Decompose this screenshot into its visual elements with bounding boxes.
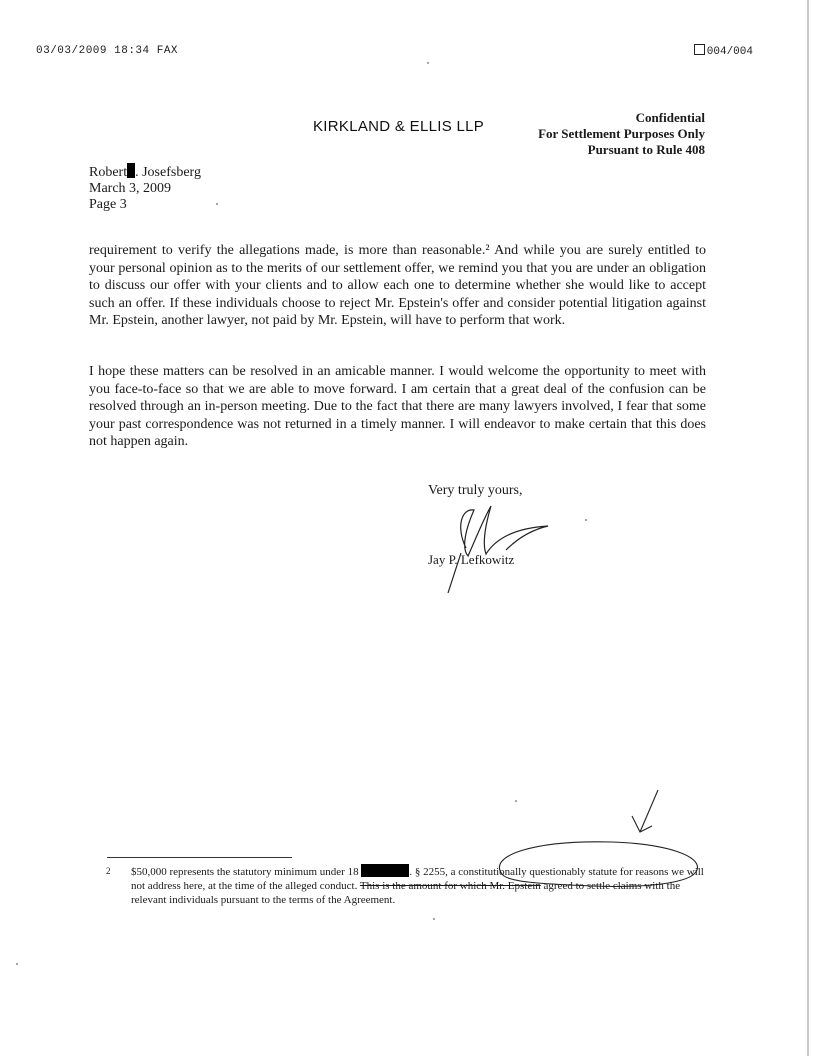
addressee-block <box>89 163 201 213</box>
closing-salutation: Very truly yours, <box>428 483 523 498</box>
fax-page-number <box>694 44 753 58</box>
handwritten-arrow-icon <box>628 788 668 838</box>
scan-speck <box>16 963 18 965</box>
confidential-notice <box>538 110 705 158</box>
letter-date: March 3, 2009 <box>89 181 172 196</box>
addressee-first-name: Robert <box>89 165 128 180</box>
letter-page-label: Page 3 <box>89 197 127 212</box>
confidential-line-2: For Settlement Purposes Only <box>538 126 705 141</box>
body-paragraph-1: requirement to verify the allegations made, is more than reasonable.² And while you are surely entitled to your personal opinion as to the merits of our settlement offer, we remind you that you are under an obligation to discuss our offer with your clients and to allow each one to determine whether she would like to accept such an offer. If these individuals choose to reject Mr. Epstein's offer and consider potential litigation against Mr. Epstein, another lawyer, not paid by Mr. Epstein, will have to perform that work. <box>89 243 706 328</box>
redaction-box <box>127 163 135 178</box>
footnote-text <box>131 864 711 907</box>
footnote-part-1: $50,000 represents the statutory minimum under 18 <box>131 866 359 878</box>
confidential-line-1: Confidential <box>635 110 705 125</box>
scan-speck <box>515 800 517 802</box>
fax-timestamp: 03/03/2009 18:34 FAX <box>36 45 179 57</box>
scan-speck <box>216 203 218 205</box>
scan-edge-line <box>807 0 809 1056</box>
scan-speck <box>427 62 429 64</box>
confidential-line-3: Pursuant to Rule 408 <box>587 142 705 157</box>
addressee-last-name: . Josefsberg <box>135 165 201 180</box>
footnote-struck-text: This is the amount for which Mr. Epstein <box>359 880 541 892</box>
addressee-name <box>89 163 201 181</box>
footnote-number: 2 <box>106 866 111 876</box>
scan-speck <box>585 519 587 521</box>
fax-checkbox-icon <box>694 44 705 55</box>
body-paragraph-2: I hope these matters can be resolved in an amicable manner. I would welcome the opportunity to meet with you face-to-face so that we are able to move forward. I am certain that a great deal of the confusion can be resolved through an in-person meeting. Due to the fact that there are many lawyers involved, I fear that some your past correspondence was not returned in a timely manner. I will endeavor to make certain that this does not happen again. <box>89 364 706 449</box>
footnote-part-2: . § 2255, a constitutionally questionably statute for reasons we will not address here, at the time of the alleged conduct. <box>131 866 704 892</box>
footnote-redaction-box <box>361 864 409 877</box>
scan-speck <box>433 918 435 920</box>
firm-name: KIRKLAND & ELLIS LLP <box>313 118 485 135</box>
signer-name: Jay P. Lefkowitz <box>428 552 515 567</box>
signature-scribble <box>436 498 576 598</box>
fax-page-text: 004/004 <box>706 46 753 58</box>
footnote-rule <box>107 857 292 858</box>
footnote-part-3: agreed to settle claims with the relevant individuals pursuant to the terms of the Agreement. <box>131 880 681 906</box>
